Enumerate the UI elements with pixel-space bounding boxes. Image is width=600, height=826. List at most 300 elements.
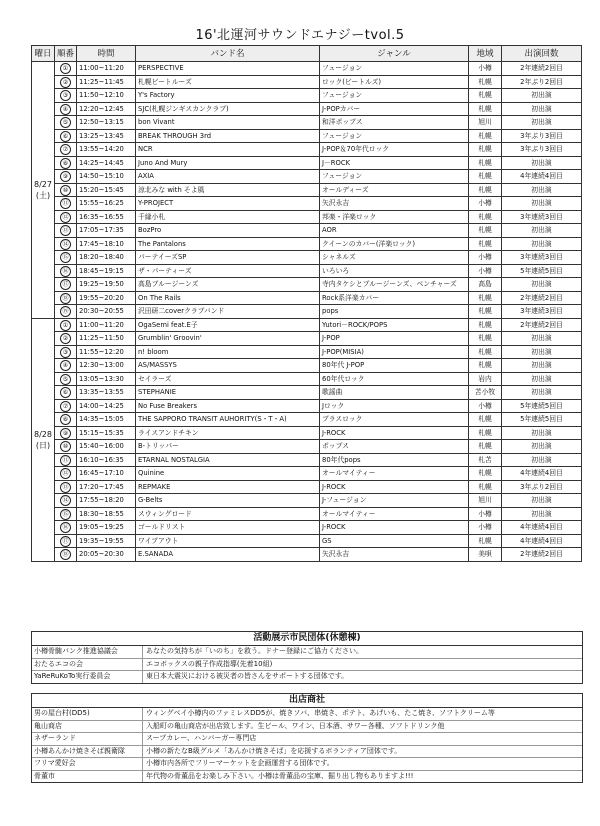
time-cell: 12:50~13:15 xyxy=(77,116,136,130)
area-cell: 札幌 xyxy=(469,332,502,346)
table-row xyxy=(32,129,582,143)
order-number: ⑭ xyxy=(60,239,71,250)
order-number: ⑧ xyxy=(60,414,71,425)
org-desc: 入船町の亀山商店が出店致します。生ビール、ワイン、日本酒、サワー各種、ソフトドリンク他 xyxy=(146,721,445,730)
order-cell xyxy=(55,156,77,170)
count-cell: 2年連続2回目 xyxy=(502,548,582,562)
activity-list xyxy=(32,646,582,683)
order-cell xyxy=(55,237,77,251)
order-cell xyxy=(55,399,77,413)
area-cell: 小樽 xyxy=(469,251,502,265)
genre-cell: 60年代ロック xyxy=(320,372,469,386)
table-row xyxy=(32,251,582,265)
list-item xyxy=(32,771,582,783)
count-cell: 初出演 xyxy=(502,426,582,440)
genre-cell: 和洋ポップス xyxy=(320,116,469,130)
table-row xyxy=(32,332,582,346)
order-number: ⑪ xyxy=(60,198,71,209)
time-cell: 14:00~14:25 xyxy=(77,399,136,413)
area-cell: 札幌 xyxy=(469,359,502,373)
table-row xyxy=(32,467,582,481)
list-item xyxy=(32,758,582,771)
org-name: 亀山商店 xyxy=(32,721,143,733)
day-weekday: (土) xyxy=(35,190,51,200)
band-cell: AXIA xyxy=(136,170,320,184)
count-cell: 3年ぶり3回目 xyxy=(502,143,582,157)
band-cell: OgaSemi feat.E子 xyxy=(136,318,320,332)
area-cell: 札幌 xyxy=(469,413,502,427)
table-row xyxy=(32,507,582,521)
area-cell: 札幌 xyxy=(469,89,502,103)
band-cell: Grumblin' Groovin' xyxy=(136,332,320,346)
time-cell: 15:20~15:45 xyxy=(77,183,136,197)
time-cell: 11:55~12:20 xyxy=(77,345,136,359)
count-cell: 初出演 xyxy=(502,507,582,521)
order-cell xyxy=(55,426,77,440)
count-cell: 4年連続4回目 xyxy=(502,170,582,184)
time-cell: 18:20~18:40 xyxy=(77,251,136,265)
schedule-header-row xyxy=(32,46,582,62)
area-cell: 札幌 xyxy=(469,129,502,143)
time-cell: 13:05~13:30 xyxy=(77,372,136,386)
genre-cell: 80年代pops xyxy=(320,453,469,467)
count-cell: 5年連続5回目 xyxy=(502,399,582,413)
order-number: ⑩ xyxy=(60,441,71,452)
time-cell: 19:25~19:50 xyxy=(77,278,136,292)
count-cell: 初出演 xyxy=(502,453,582,467)
table-row xyxy=(32,183,582,197)
time-cell: 11:00~11:20 xyxy=(77,318,136,332)
band-cell: THE SAPPORO TRANSIT AUHORITY(S・T・A) xyxy=(136,413,320,427)
time-cell: 17:05~17:35 xyxy=(77,224,136,238)
order-number: ⑦ xyxy=(60,144,71,155)
order-number: ① xyxy=(60,63,71,74)
band-cell: 涼北みな with そよ風 xyxy=(136,183,320,197)
order-cell xyxy=(55,345,77,359)
order-number: ⑯ xyxy=(60,522,71,533)
band-cell: NCR xyxy=(136,143,320,157)
table-row xyxy=(32,345,582,359)
table-row xyxy=(32,480,582,494)
time-cell: 20:30~20:55 xyxy=(77,305,136,319)
org-name: YaReRuKoTo実行委員会 xyxy=(32,671,143,683)
org-desc: スープカレー、ハンバーガー専門店 xyxy=(146,734,257,742)
genre-cell: pops xyxy=(320,305,469,319)
order-number: ⑤ xyxy=(60,374,71,385)
genre-cell: J－ROCK xyxy=(320,156,469,170)
time-cell: 19:55~20:20 xyxy=(77,291,136,305)
time-cell: 16:35~16:55 xyxy=(77,210,136,224)
order-number: ⑪ xyxy=(60,455,71,466)
genre-cell: J-ROCK xyxy=(320,480,469,494)
time-cell: 11:25~11:45 xyxy=(77,75,136,89)
count-cell: 4年連続4回目 xyxy=(502,467,582,481)
time-cell: 16:45~17:10 xyxy=(77,467,136,481)
order-number: ⑲ xyxy=(60,306,71,317)
genre-cell: J-フュージョン xyxy=(320,494,469,508)
order-number: ④ xyxy=(60,360,71,371)
day-date: 8/27 xyxy=(34,179,52,189)
count-cell: 3年連続3回目 xyxy=(502,251,582,265)
table-row xyxy=(32,278,582,292)
genre-cell: フュージョン xyxy=(320,129,469,143)
band-cell: スウィングロード xyxy=(136,507,320,521)
order-cell xyxy=(55,89,77,103)
count-cell: 初出演 xyxy=(502,494,582,508)
area-cell: 札幌 xyxy=(469,345,502,359)
org-name: ネザーランド xyxy=(32,733,143,745)
count-cell: 初出演 xyxy=(502,332,582,346)
order-cell xyxy=(55,413,77,427)
genre-cell: フュージョン xyxy=(320,170,469,184)
band-cell: セイラーズ xyxy=(136,372,320,386)
order-cell xyxy=(55,170,77,184)
band-cell: bon Vivant xyxy=(136,116,320,130)
table-row xyxy=(32,62,582,76)
org-desc: 年代物の骨董品をお楽しみ下さい。小樽は骨董品の宝庫、掘り出し物もありますよ!!! xyxy=(146,771,414,780)
order-cell xyxy=(55,332,77,346)
count-cell: 4年連続4回目 xyxy=(502,521,582,535)
genre-cell: ポップス xyxy=(320,440,469,454)
time-cell: 18:45~19:15 xyxy=(77,264,136,278)
band-cell: No Fuse Breakers xyxy=(136,399,320,413)
order-cell xyxy=(55,210,77,224)
org-name: 小樽あんかけ焼きそば親衛隊 xyxy=(32,746,143,758)
order-number: ③ xyxy=(60,347,71,358)
genre-cell: J-POP＆70年代ロック xyxy=(320,143,469,157)
count-cell: 初出演 xyxy=(502,359,582,373)
activity-section xyxy=(31,631,583,684)
list-item xyxy=(32,659,582,672)
band-cell: G-Belts xyxy=(136,494,320,508)
list-item xyxy=(32,708,582,721)
band-cell: Juno And Mury xyxy=(136,156,320,170)
table-row xyxy=(32,521,582,535)
count-cell: 初出演 xyxy=(502,278,582,292)
table-row xyxy=(32,75,582,89)
genre-cell: ロック(ビートルズ) xyxy=(320,75,469,89)
count-cell: 3年連続3回目 xyxy=(502,210,582,224)
schedule-table xyxy=(31,45,582,562)
band-cell: n! bloom xyxy=(136,345,320,359)
order-cell xyxy=(55,534,77,548)
time-cell: 13:35~13:55 xyxy=(77,386,136,400)
order-number: ⑥ xyxy=(60,131,71,142)
area-cell: 小樽 xyxy=(469,197,502,211)
header-area: 地域 xyxy=(469,46,502,62)
order-cell xyxy=(55,116,77,130)
org-desc: エコボックスの親子作成指導(先着10組) xyxy=(146,659,273,668)
table-row xyxy=(32,386,582,400)
genre-cell: J-POP(MISIA) xyxy=(320,345,469,359)
order-cell xyxy=(55,359,77,373)
table-row xyxy=(32,143,582,157)
count-cell: 2年連続2回目 xyxy=(502,291,582,305)
count-cell: 3年ぶり3回目 xyxy=(502,129,582,143)
order-cell xyxy=(55,75,77,89)
header-time: 時間 xyxy=(77,46,136,62)
time-cell: 13:55~14:20 xyxy=(77,143,136,157)
order-number: ⑭ xyxy=(60,495,71,506)
order-cell xyxy=(55,251,77,265)
time-cell: 12:20~12:45 xyxy=(77,102,136,116)
band-cell: Y's Factory xyxy=(136,89,320,103)
table-row xyxy=(32,359,582,373)
time-cell: 15:55~16:25 xyxy=(77,197,136,211)
area-cell: 札幌 xyxy=(469,102,502,116)
table-row xyxy=(32,224,582,238)
area-cell: 札幌 xyxy=(469,291,502,305)
shops-title: 出店商社 xyxy=(32,694,582,708)
table-row xyxy=(32,170,582,184)
order-cell xyxy=(55,372,77,386)
band-cell: Quinine xyxy=(136,467,320,481)
band-cell: 沢田研二coverクラブバンド xyxy=(136,305,320,319)
genre-cell: J-ROCK xyxy=(320,521,469,535)
genre-cell: Rock系洋楽カバー xyxy=(320,291,469,305)
area-cell: 旭川 xyxy=(469,494,502,508)
time-cell: 18:30~18:55 xyxy=(77,507,136,521)
band-cell: ETARNAL NOSTALGIA xyxy=(136,453,320,467)
genre-cell: Jロック xyxy=(320,399,469,413)
order-number: ④ xyxy=(60,104,71,115)
list-item xyxy=(32,721,582,734)
count-cell: 初出演 xyxy=(502,183,582,197)
order-cell xyxy=(55,386,77,400)
table-row xyxy=(32,413,582,427)
area-cell: 札幌 xyxy=(469,318,502,332)
count-cell: 3年連続3回目 xyxy=(502,305,582,319)
order-number: ⑫ xyxy=(60,468,71,479)
order-number: ⑧ xyxy=(60,158,71,169)
day-weekday: (日) xyxy=(35,440,51,450)
count-cell: 2年連続2回目 xyxy=(502,62,582,76)
genre-cell: 寺内タケシとブルージーンズ、ベンチャーズ xyxy=(320,278,469,292)
order-number: ⑩ xyxy=(60,185,71,196)
count-cell: 2年連続2回目 xyxy=(502,318,582,332)
header-count: 出演回数 xyxy=(502,46,582,62)
band-cell: ザ・パーティーズ xyxy=(136,264,320,278)
order-cell xyxy=(55,264,77,278)
order-number: ② xyxy=(60,333,71,344)
org-name: 骨董市 xyxy=(32,771,143,783)
table-row xyxy=(32,426,582,440)
org-desc: 小樽市内各所でフリーマーケットを企画運営する団体です。 xyxy=(146,759,334,767)
order-cell xyxy=(55,453,77,467)
order-number: ⑤ xyxy=(60,117,71,128)
time-cell: 11:50~12:10 xyxy=(77,89,136,103)
count-cell: 3年ぶり2回目 xyxy=(502,480,582,494)
band-cell: BozPro xyxy=(136,224,320,238)
shops-list xyxy=(32,708,582,782)
order-number: ⑱ xyxy=(60,293,71,304)
count-cell: 初出演 xyxy=(502,116,582,130)
area-cell: 札幌 xyxy=(469,467,502,481)
area-cell: 札幌 xyxy=(469,237,502,251)
band-cell: 千縁小札 xyxy=(136,210,320,224)
order-cell xyxy=(55,278,77,292)
list-item xyxy=(32,671,582,683)
table-row xyxy=(32,102,582,116)
header-weekday: 曜日 xyxy=(32,46,55,62)
area-cell: 札幌 xyxy=(469,143,502,157)
band-cell: B-トリッパー xyxy=(136,440,320,454)
genre-cell: シャネルズ xyxy=(320,251,469,265)
time-cell: 16:10~16:35 xyxy=(77,453,136,467)
area-cell: 小樽 xyxy=(469,521,502,535)
org-desc: あなたの気持ちが「いのち」を救う。ドナー登録にご協力ください。 xyxy=(146,647,363,655)
header-genre: ジャンル xyxy=(320,46,469,62)
area-cell: 札苫 xyxy=(469,453,502,467)
band-cell: E.SANADA xyxy=(136,548,320,562)
order-number: ⑥ xyxy=(60,387,71,398)
order-number: ⑮ xyxy=(60,509,71,520)
table-row xyxy=(32,372,582,386)
time-cell: 17:55~18:20 xyxy=(77,494,136,508)
order-number: ② xyxy=(60,77,71,88)
order-cell xyxy=(55,548,77,562)
list-item xyxy=(32,733,582,746)
order-number: ⑰ xyxy=(60,536,71,547)
band-cell: On The Rails xyxy=(136,291,320,305)
table-row xyxy=(32,440,582,454)
genre-cell: J-ROCK xyxy=(320,426,469,440)
list-item xyxy=(32,746,582,759)
order-number: ⑯ xyxy=(60,266,71,277)
table-row xyxy=(32,291,582,305)
band-cell: Y-PROJECT xyxy=(136,197,320,211)
table-row xyxy=(32,237,582,251)
order-number: ⑮ xyxy=(60,252,71,263)
area-cell: 札幌 xyxy=(469,183,502,197)
org-desc: 東日本大震災における被災者の皆さんをサポートする団体です。 xyxy=(146,672,349,680)
schedule-body xyxy=(32,62,582,562)
day-cell xyxy=(32,62,55,319)
order-cell xyxy=(55,507,77,521)
day-date: 8/28 xyxy=(34,429,52,439)
band-cell: 札幌ビートルーズ xyxy=(136,75,320,89)
count-cell: 5年連続5回目 xyxy=(502,413,582,427)
band-cell: ライスアンドチキン xyxy=(136,426,320,440)
band-cell: STEPHANIE xyxy=(136,386,320,400)
area-cell: 札幌 xyxy=(469,156,502,170)
org-name: 小樽骨髄バンク推進協議会 xyxy=(32,646,143,658)
genre-cell: 歌謡曲 xyxy=(320,386,469,400)
order-cell xyxy=(55,129,77,143)
genre-cell: 矢沢永吉 xyxy=(320,548,469,562)
table-row xyxy=(32,197,582,211)
area-cell: 札幌 xyxy=(469,75,502,89)
table-row xyxy=(32,116,582,130)
area-cell: 小樽 xyxy=(469,62,502,76)
org-desc: ウィングベイ小樽内のファミレスDD5が、焼きソバ、串焼き、ポテト、あげいも、たこ焼き、ソフトクリーム等 xyxy=(146,709,495,717)
genre-cell: フュージョン xyxy=(320,89,469,103)
order-cell xyxy=(55,143,77,157)
order-number: ⑬ xyxy=(60,225,71,236)
table-row xyxy=(32,318,582,332)
order-cell xyxy=(55,440,77,454)
genre-cell: ブラスロック xyxy=(320,413,469,427)
count-cell: 初出演 xyxy=(502,156,582,170)
order-cell xyxy=(55,197,77,211)
order-number: ⑦ xyxy=(60,401,71,412)
genre-cell: オールマイティー xyxy=(320,507,469,521)
area-cell: 札幌 xyxy=(469,210,502,224)
time-cell: 15:15~15:35 xyxy=(77,426,136,440)
band-cell: The Pantalons xyxy=(136,237,320,251)
count-cell: 初出演 xyxy=(502,89,582,103)
genre-cell: Yutori－ROCK/POPS xyxy=(320,318,469,332)
time-cell: 14:50~15:10 xyxy=(77,170,136,184)
time-cell: 17:45~18:10 xyxy=(77,237,136,251)
band-cell: SJC(札幌ジンギスカンクラブ) xyxy=(136,102,320,116)
area-cell: 小樽 xyxy=(469,264,502,278)
table-row xyxy=(32,305,582,319)
order-cell xyxy=(55,318,77,332)
order-cell xyxy=(55,183,77,197)
genre-cell: AOR xyxy=(320,224,469,238)
activity-title: 活動展示市民団体(休憩棟) xyxy=(32,632,582,646)
time-cell: 17:20~17:45 xyxy=(77,480,136,494)
header-order: 順番 xyxy=(55,46,77,62)
order-cell xyxy=(55,467,77,481)
count-cell: 初出演 xyxy=(502,440,582,454)
genre-cell: GS xyxy=(320,534,469,548)
genre-cell: オールディーズ xyxy=(320,183,469,197)
count-cell: 初出演 xyxy=(502,386,582,400)
order-cell xyxy=(55,521,77,535)
table-row xyxy=(32,264,582,278)
genre-cell: クイーンのカバー(洋楽ロック) xyxy=(320,237,469,251)
area-cell: 美唄 xyxy=(469,548,502,562)
band-cell: BREAK THROUGH 3rd xyxy=(136,129,320,143)
band-cell: ワイプアウト xyxy=(136,534,320,548)
time-cell: 14:35~15:05 xyxy=(77,413,136,427)
genre-cell: オールマイティー xyxy=(320,467,469,481)
order-cell xyxy=(55,224,77,238)
count-cell: 初出演 xyxy=(502,345,582,359)
list-item xyxy=(32,646,582,659)
genre-cell: J-POPカバー xyxy=(320,102,469,116)
order-number: ⑫ xyxy=(60,212,71,223)
order-number: ⑨ xyxy=(60,171,71,182)
shops-section xyxy=(31,693,583,783)
order-number: ③ xyxy=(60,90,71,101)
day-cell xyxy=(32,318,55,561)
genre-cell: いろいろ xyxy=(320,264,469,278)
area-cell: 札幌 xyxy=(469,480,502,494)
area-cell: 札幌 xyxy=(469,305,502,319)
table-row xyxy=(32,494,582,508)
genre-cell: フュージョン xyxy=(320,62,469,76)
table-row xyxy=(32,548,582,562)
header-band: バンド名 xyxy=(136,46,320,62)
order-number: ⑰ xyxy=(60,279,71,290)
order-cell xyxy=(55,291,77,305)
area-cell: 岩内 xyxy=(469,372,502,386)
band-cell: ゴールドリスト xyxy=(136,521,320,535)
table-row xyxy=(32,210,582,224)
order-number: ⑱ xyxy=(60,549,71,560)
table-row xyxy=(32,534,582,548)
time-cell: 11:25~11:50 xyxy=(77,332,136,346)
count-cell: 初出演 xyxy=(502,224,582,238)
area-cell: 札幌 xyxy=(469,534,502,548)
genre-cell: 矢沢永吉 xyxy=(320,197,469,211)
band-cell: 高島ブルージーンズ xyxy=(136,278,320,292)
time-cell: 14:25~14:45 xyxy=(77,156,136,170)
band-cell: パーテイーズSP xyxy=(136,251,320,265)
